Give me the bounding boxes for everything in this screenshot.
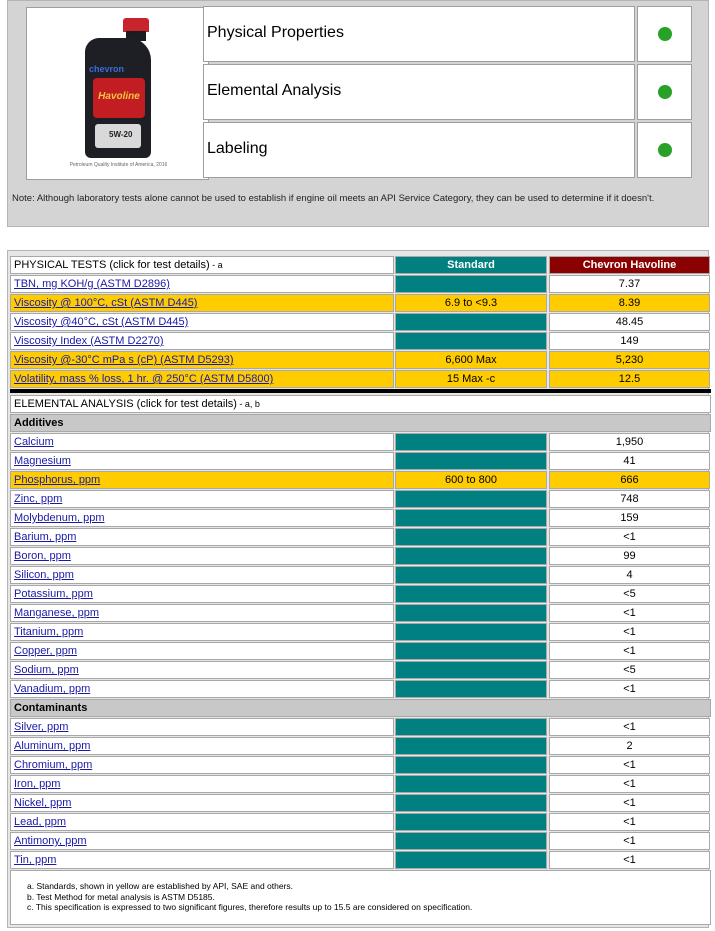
standard-cell bbox=[395, 813, 547, 831]
table-row-potassium-ppm bbox=[10, 585, 681, 603]
standard-cell bbox=[395, 547, 547, 565]
bottle-maker: chevron bbox=[89, 64, 125, 74]
standard-cell bbox=[395, 794, 547, 812]
pass-status-dot-icon bbox=[658, 27, 672, 41]
standard-cell bbox=[395, 661, 547, 679]
standard-cell bbox=[395, 585, 547, 603]
result-value-cell: 12.5 bbox=[549, 370, 710, 388]
table-row-nickel-ppm bbox=[10, 794, 681, 812]
standard-cell bbox=[395, 756, 547, 774]
test-name-cell bbox=[10, 604, 394, 622]
result-value-cell: <1 bbox=[549, 775, 710, 793]
result-value-cell: <1 bbox=[549, 642, 710, 660]
test-details-link[interactable]: Viscosity @40°C, cSt (ASTM D445) bbox=[14, 316, 189, 328]
bottle-cap bbox=[123, 18, 149, 32]
table-row-viscosity-30-c-mpa-s-cp-astm-d5293 bbox=[10, 351, 681, 369]
standard-cell bbox=[395, 718, 547, 736]
standard-cell bbox=[395, 832, 547, 850]
standard-cell bbox=[395, 851, 547, 869]
test-details-link[interactable]: Magnesium bbox=[14, 455, 71, 467]
summary-row-label: Elemental Analysis bbox=[207, 82, 342, 99]
table-row-calcium bbox=[10, 433, 681, 451]
test-details-link[interactable]: Lead, ppm bbox=[14, 816, 66, 828]
standard-cell bbox=[395, 275, 547, 293]
section-divider bbox=[10, 389, 711, 393]
test-details-link[interactable]: Boron, ppm bbox=[14, 550, 71, 562]
oil-bottle bbox=[85, 38, 151, 158]
test-details-link[interactable]: Viscosity Index (ASTM D2270) bbox=[14, 335, 164, 347]
result-value-cell: 149 bbox=[549, 332, 710, 350]
test-details-link[interactable]: Potassium, ppm bbox=[14, 588, 93, 600]
test-name-cell bbox=[10, 452, 394, 470]
test-details-link[interactable]: Phosphorus, ppm bbox=[14, 474, 101, 486]
test-details-link[interactable]: Tin, ppm bbox=[14, 854, 57, 866]
test-name-cell bbox=[10, 433, 394, 451]
test-details-link[interactable]: Manganese, ppm bbox=[14, 607, 99, 619]
test-name-cell bbox=[10, 585, 394, 603]
result-value-cell: 4 bbox=[549, 566, 710, 584]
additives-group-header: Additives bbox=[10, 414, 711, 432]
table-row-titanium-ppm bbox=[10, 623, 681, 641]
test-name-cell bbox=[10, 737, 394, 755]
standard-cell bbox=[395, 528, 547, 546]
test-details-link[interactable]: Volatility, mass % loss, 1 hr. @ 250°C (ASTM D5800) bbox=[14, 373, 274, 385]
result-value-cell: 41 bbox=[549, 452, 710, 470]
table-row-silver-ppm bbox=[10, 718, 681, 736]
test-name-cell bbox=[10, 528, 394, 546]
table-row-antimony-ppm bbox=[10, 832, 681, 850]
table-row-zinc-ppm bbox=[10, 490, 681, 508]
test-details-link[interactable]: Viscosity @-30°C mPa s (cP) (ASTM D5293) bbox=[14, 354, 234, 366]
test-details-link[interactable]: Iron, ppm bbox=[14, 778, 61, 790]
table-row-molybdenum-ppm bbox=[10, 509, 681, 527]
test-details-link[interactable]: Vanadium, ppm bbox=[14, 683, 91, 695]
test-name-cell bbox=[10, 718, 394, 736]
result-value-cell: <1 bbox=[549, 604, 710, 622]
physical-header-row bbox=[10, 256, 681, 274]
table-row-tin-ppm bbox=[10, 851, 681, 869]
standard-cell bbox=[395, 623, 547, 641]
result-value-cell: <1 bbox=[549, 794, 710, 812]
physical-tests-footnote-ref: - a bbox=[209, 260, 223, 270]
summary-row-physical-properties[interactable] bbox=[203, 6, 635, 62]
result-value-cell: <1 bbox=[549, 832, 710, 850]
table-row-vanadium-ppm bbox=[10, 680, 681, 698]
summary-row-elemental-analysis[interactable] bbox=[203, 64, 635, 120]
footnote-c: c. This specification is expressed to two significant figures, therefore results up to 15.5 are considered on specification. bbox=[27, 902, 473, 912]
contaminants-group-header: Contaminants bbox=[10, 699, 711, 717]
elemental-footnote-ref: - a, b bbox=[236, 399, 260, 409]
standard-column-header: Standard bbox=[395, 256, 547, 274]
standard-cell bbox=[395, 332, 547, 350]
standard-cell: 6,600 Max bbox=[395, 351, 547, 369]
test-details-link[interactable]: Viscosity @ 100°C, cSt (ASTM D445) bbox=[14, 297, 198, 309]
test-details-link[interactable]: Calcium bbox=[14, 436, 54, 448]
test-name-cell bbox=[10, 471, 394, 489]
test-details-link[interactable]: Aluminum, ppm bbox=[14, 740, 91, 752]
footnote-b: b. Test Method for metal analysis is ASTM D5185. bbox=[27, 891, 215, 902]
test-details-link[interactable]: Sodium, ppm bbox=[14, 664, 79, 676]
test-details-link[interactable]: Barium, ppm bbox=[14, 531, 77, 543]
result-value-cell: <1 bbox=[549, 813, 710, 831]
test-details-link[interactable]: TBN, mg KOH/g (ASTM D2896) bbox=[14, 278, 170, 290]
test-details-link[interactable]: Silver, ppm bbox=[14, 721, 69, 733]
test-name-cell bbox=[10, 775, 394, 793]
table-row-tbn-mg-koh-g-astm-d2896 bbox=[10, 275, 681, 293]
result-value-cell: <1 bbox=[549, 680, 710, 698]
table-row-viscosity-40-c-cst-astm-d445 bbox=[10, 313, 681, 331]
pass-status-dot-icon bbox=[658, 85, 672, 99]
test-name-cell bbox=[10, 566, 394, 584]
product-column-header: Chevron Havoline bbox=[549, 256, 710, 274]
test-name-cell bbox=[10, 756, 394, 774]
test-name-cell bbox=[10, 294, 394, 312]
standard-cell bbox=[395, 313, 547, 331]
standard-cell bbox=[395, 737, 547, 755]
table-row-volatility-mass-loss-1-hr-250-c-astm-d5800 bbox=[10, 370, 681, 388]
test-name-cell bbox=[10, 680, 394, 698]
pass-status-dot-icon bbox=[658, 143, 672, 157]
test-name-cell bbox=[10, 509, 394, 527]
standard-cell bbox=[395, 775, 547, 793]
footnotes-box bbox=[10, 870, 711, 925]
table-row-boron-ppm bbox=[10, 547, 681, 565]
standard-cell bbox=[395, 490, 547, 508]
result-value-cell: 2 bbox=[549, 737, 710, 755]
standard-cell bbox=[395, 566, 547, 584]
status-cell bbox=[637, 64, 692, 120]
test-details-link[interactable]: Zinc, ppm bbox=[14, 493, 63, 505]
product-image bbox=[26, 7, 209, 180]
image-caption: Petroleum Quality Institute of America, 2016 bbox=[69, 162, 168, 168]
standard-cell bbox=[395, 452, 547, 470]
table-row-chromium-ppm bbox=[10, 756, 681, 774]
test-name-cell bbox=[10, 623, 394, 641]
result-value-cell: 1,950 bbox=[549, 433, 710, 451]
standard-cell bbox=[395, 433, 547, 451]
table-row-viscosity-index-astm-d2270 bbox=[10, 332, 681, 350]
status-cell bbox=[637, 6, 692, 62]
test-name-cell bbox=[10, 275, 394, 293]
test-name-cell bbox=[10, 832, 394, 850]
table-row-copper-ppm bbox=[10, 642, 681, 660]
result-value-cell: 5,230 bbox=[549, 351, 710, 369]
api-note: Note: Although laboratory tests alone cannot be used to establish if engine oil meets an API Service Category, they can be used to determine if it doesn't. bbox=[12, 193, 655, 204]
standard-cell bbox=[395, 680, 547, 698]
test-name-cell bbox=[10, 370, 394, 388]
test-name-cell bbox=[10, 851, 394, 869]
footnote-a: a. Standards, shown in yellow are established by API, SAE and others. bbox=[27, 881, 294, 891]
standard-cell: 600 to 800 bbox=[395, 471, 547, 489]
result-value-cell: <1 bbox=[549, 851, 710, 869]
test-details-link[interactable]: Copper, ppm bbox=[14, 645, 77, 657]
test-details-link[interactable]: Chromium, ppm bbox=[14, 759, 93, 771]
test-name-cell bbox=[10, 351, 394, 369]
table-row-phosphorus-ppm bbox=[10, 471, 681, 489]
standard-cell bbox=[395, 604, 547, 622]
physical-tests-heading bbox=[10, 256, 394, 274]
test-name-cell bbox=[10, 813, 394, 831]
test-details-link[interactable]: Titanium, ppm bbox=[14, 626, 84, 638]
result-value-cell: 7.37 bbox=[549, 275, 710, 293]
result-value-cell: <1 bbox=[549, 756, 710, 774]
status-cell bbox=[637, 122, 692, 178]
result-value-cell: 159 bbox=[549, 509, 710, 527]
table-row-viscosity-100-c-cst-astm-d445 bbox=[10, 294, 681, 312]
test-details-link[interactable]: Silicon, ppm bbox=[14, 569, 74, 581]
result-value-cell: 8.39 bbox=[549, 294, 710, 312]
standard-cell bbox=[395, 642, 547, 660]
test-name-cell bbox=[10, 332, 394, 350]
elemental-analysis-title[interactable]: ELEMENTAL ANALYSIS (click for test details) bbox=[14, 398, 237, 410]
result-value-cell: 48.45 bbox=[549, 313, 710, 331]
table-row-barium-ppm bbox=[10, 528, 681, 546]
test-name-cell bbox=[10, 642, 394, 660]
table-row-sodium-ppm bbox=[10, 661, 681, 679]
standard-cell: 6.9 to <9.3 bbox=[395, 294, 547, 312]
result-value-cell: <1 bbox=[549, 718, 710, 736]
test-name-cell bbox=[10, 547, 394, 565]
elemental-analysis-heading bbox=[10, 395, 711, 413]
bottle-brand: Havoline bbox=[98, 91, 140, 102]
result-value-cell: 748 bbox=[549, 490, 710, 508]
result-value-cell: <1 bbox=[549, 528, 710, 546]
physical-tests-title[interactable]: PHYSICAL TESTS (click for test details) bbox=[14, 259, 210, 271]
bottle-label bbox=[93, 78, 145, 118]
table-row-lead-ppm bbox=[10, 813, 681, 831]
summary-row-labeling[interactable] bbox=[203, 122, 635, 178]
table-row-aluminum-ppm bbox=[10, 737, 681, 755]
result-value-cell: 99 bbox=[549, 547, 710, 565]
standard-cell bbox=[395, 509, 547, 527]
bottle-grade: 5W-20 bbox=[109, 130, 133, 139]
test-name-cell bbox=[10, 313, 394, 331]
table-row-silicon-ppm bbox=[10, 566, 681, 584]
result-value-cell: <5 bbox=[549, 661, 710, 679]
bottle-grade-badge bbox=[95, 124, 141, 148]
summary-row-label: Physical Properties bbox=[207, 24, 344, 41]
test-details-link[interactable]: Molybdenum, ppm bbox=[14, 512, 105, 524]
result-value-cell: <5 bbox=[549, 585, 710, 603]
test-name-cell bbox=[10, 794, 394, 812]
table-row-manganese-ppm bbox=[10, 604, 681, 622]
test-details-link[interactable]: Nickel, ppm bbox=[14, 797, 72, 809]
standard-cell: 15 Max -c bbox=[395, 370, 547, 388]
result-value-cell: 666 bbox=[549, 471, 710, 489]
table-row-iron-ppm bbox=[10, 775, 681, 793]
table-row-magnesium bbox=[10, 452, 681, 470]
test-name-cell bbox=[10, 490, 394, 508]
result-value-cell: <1 bbox=[549, 623, 710, 641]
summary-row-label: Labeling bbox=[207, 140, 268, 157]
test-name-cell bbox=[10, 661, 394, 679]
test-details-link[interactable]: Antimony, ppm bbox=[14, 835, 87, 847]
